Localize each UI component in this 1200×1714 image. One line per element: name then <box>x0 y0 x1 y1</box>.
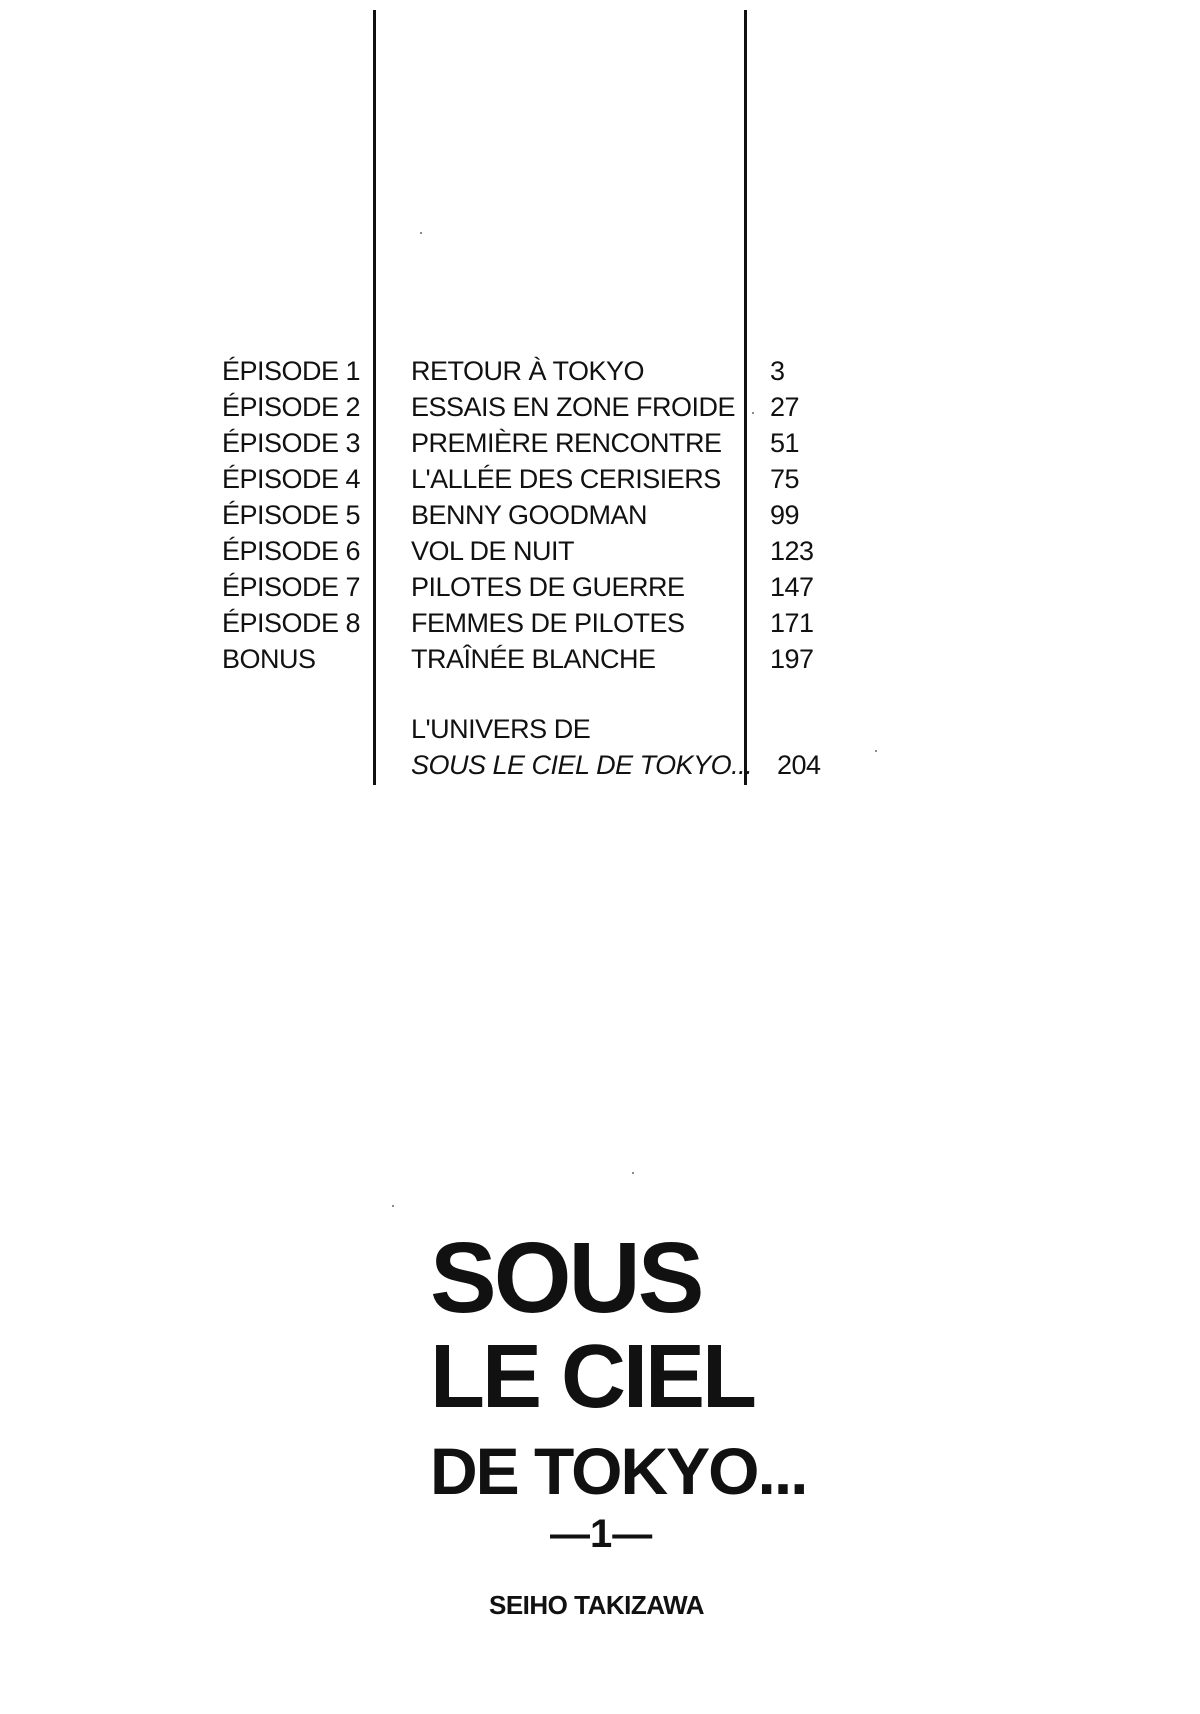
toc-row <box>0 641 1200 677</box>
toc-title: BENNY GOODMAN <box>411 500 648 530</box>
toc-page: 3 <box>770 356 785 386</box>
toc-episode: BONUS <box>222 644 316 674</box>
toc-page: 75 <box>770 464 800 494</box>
toc-row <box>0 389 1200 425</box>
toc-page: 171 <box>770 608 814 638</box>
book-title-line2: LE CIEL <box>430 1327 755 1427</box>
author-name: SEIHO TAKIZAWA <box>489 1590 704 1620</box>
toc-episode: ÉPISODE 5 <box>222 500 361 530</box>
toc-page: 51 <box>770 428 800 458</box>
toc-univers-entry <box>0 711 1200 783</box>
toc-page: 197 <box>770 644 814 674</box>
print-speck <box>392 1205 394 1207</box>
toc-row <box>0 425 1200 461</box>
toc-episode: ÉPISODE 1 <box>222 356 361 386</box>
toc-episode: ÉPISODE 6 <box>222 536 361 566</box>
toc-episode: ÉPISODE 2 <box>222 392 361 422</box>
table-of-contents <box>0 353 1200 677</box>
toc-title: FEMMES DE PILOTES <box>411 608 685 638</box>
toc-row <box>0 461 1200 497</box>
toc-title: ESSAIS EN ZONE FROIDE <box>411 392 736 422</box>
toc-page: 99 <box>770 500 800 530</box>
toc-episode: ÉPISODE 3 <box>222 428 361 458</box>
book-title-line3: DE TOKYO... <box>430 1434 807 1508</box>
toc-row <box>0 533 1200 569</box>
toc-page: 123 <box>770 536 814 566</box>
toc-title: L'ALLÉE DES CERISIERS <box>411 464 721 494</box>
univers-line2: SOUS LE CIEL DE TOKYO... <box>411 750 753 780</box>
toc-episode: ÉPISODE 8 <box>222 608 361 638</box>
toc-title: PREMIÈRE RENCONTRE <box>411 428 722 458</box>
toc-row <box>0 569 1200 605</box>
toc-title: VOL DE NUIT <box>411 536 575 566</box>
toc-row <box>0 497 1200 533</box>
toc-row <box>0 605 1200 641</box>
toc-title: TRAÎNÉE BLANCHE <box>411 644 656 674</box>
toc-page: 27 <box>770 392 800 422</box>
print-speck <box>875 750 877 752</box>
toc-page: 147 <box>770 572 814 602</box>
univers-page: 204 <box>777 750 821 780</box>
print-speck <box>420 232 422 234</box>
toc-title: RETOUR À TOKYO <box>411 356 645 386</box>
volume-number: —1— <box>550 1512 653 1556</box>
print-speck <box>752 412 754 414</box>
univers-line1: L'UNIVERS DE <box>411 714 591 744</box>
toc-episode: ÉPISODE 7 <box>222 572 361 602</box>
toc-row <box>0 353 1200 389</box>
toc-title: PILOTES DE GUERRE <box>411 572 685 602</box>
toc-episode: ÉPISODE 4 <box>222 464 361 494</box>
print-speck <box>632 1172 634 1174</box>
book-title-line1: SOUS <box>430 1222 702 1334</box>
